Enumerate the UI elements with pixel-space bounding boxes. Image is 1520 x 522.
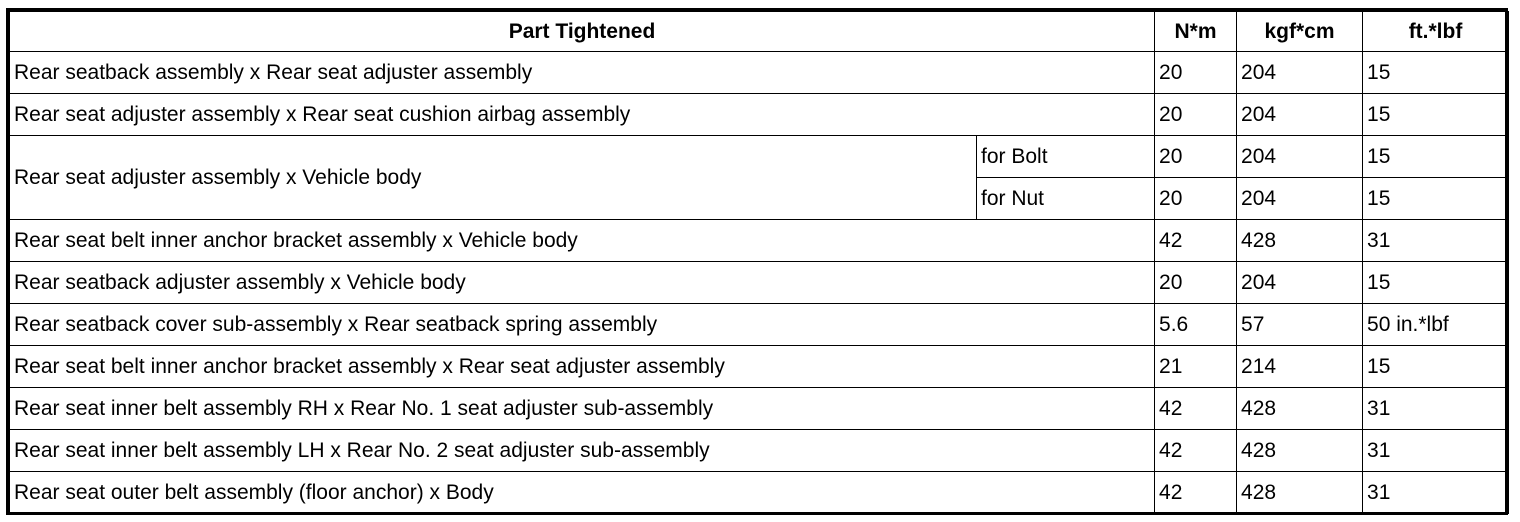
table-row bbox=[10, 388, 1509, 430]
ft-cell: 15 bbox=[1363, 136, 1509, 178]
sub-label-cell: for Bolt bbox=[977, 136, 1155, 178]
nm-cell: 20 bbox=[1155, 178, 1237, 220]
table-row bbox=[10, 262, 1509, 304]
kgf-cell: 204 bbox=[1237, 262, 1363, 304]
torque-table-frame bbox=[6, 8, 1508, 515]
header-ft-lbf: ft.*lbf bbox=[1363, 12, 1509, 52]
kgf-cell: 214 bbox=[1237, 346, 1363, 388]
sub-label-cell: for Nut bbox=[977, 178, 1155, 220]
table-row bbox=[10, 304, 1509, 346]
ft-cell: 31 bbox=[1363, 472, 1509, 514]
kgf-cell: 204 bbox=[1237, 52, 1363, 94]
ft-cell: 31 bbox=[1363, 388, 1509, 430]
part-cell: Rear seat belt inner anchor bracket assembly x Vehicle body bbox=[10, 220, 1155, 262]
part-cell: Rear seat adjuster assembly x Vehicle body bbox=[10, 136, 977, 220]
nm-cell: 20 bbox=[1155, 52, 1237, 94]
header-kgf-cm: kgf*cm bbox=[1237, 12, 1363, 52]
header-nm: N*m bbox=[1155, 12, 1237, 52]
header-part-tightened: Part Tightened bbox=[10, 12, 1155, 52]
nm-cell: 20 bbox=[1155, 136, 1237, 178]
part-cell: Rear seat inner belt assembly RH x Rear No. 1 seat adjuster sub-assembly bbox=[10, 388, 1155, 430]
kgf-cell: 204 bbox=[1237, 136, 1363, 178]
table-row bbox=[10, 430, 1509, 472]
ft-cell: 15 bbox=[1363, 262, 1509, 304]
kgf-cell: 428 bbox=[1237, 388, 1363, 430]
ft-cell: 50 in.*lbf bbox=[1363, 304, 1509, 346]
part-cell: Rear seat belt inner anchor bracket assembly x Rear seat adjuster assembly bbox=[10, 346, 1155, 388]
ft-cell: 15 bbox=[1363, 52, 1509, 94]
kgf-cell: 428 bbox=[1237, 430, 1363, 472]
nm-cell: 21 bbox=[1155, 346, 1237, 388]
ft-cell: 15 bbox=[1363, 94, 1509, 136]
kgf-cell: 428 bbox=[1237, 220, 1363, 262]
part-cell: Rear seat inner belt assembly LH x Rear No. 2 seat adjuster sub-assembly bbox=[10, 430, 1155, 472]
nm-cell: 20 bbox=[1155, 94, 1237, 136]
part-cell: Rear seatback cover sub-assembly x Rear seatback spring assembly bbox=[10, 304, 1155, 346]
torque-specification-table bbox=[9, 11, 1509, 514]
table-row bbox=[10, 472, 1509, 514]
kgf-cell: 204 bbox=[1237, 178, 1363, 220]
part-cell: Rear seatback adjuster assembly x Vehicle body bbox=[10, 262, 1155, 304]
nm-cell: 5.6 bbox=[1155, 304, 1237, 346]
kgf-cell: 204 bbox=[1237, 94, 1363, 136]
table-row bbox=[10, 346, 1509, 388]
part-cell: Rear seat adjuster assembly x Rear seat cushion airbag assembly bbox=[10, 94, 1155, 136]
kgf-cell: 428 bbox=[1237, 472, 1363, 514]
kgf-cell: 57 bbox=[1237, 304, 1363, 346]
nm-cell: 42 bbox=[1155, 220, 1237, 262]
ft-cell: 15 bbox=[1363, 178, 1509, 220]
nm-cell: 20 bbox=[1155, 262, 1237, 304]
table-row bbox=[10, 136, 1509, 178]
part-cell: Rear seatback assembly x Rear seat adjuster assembly bbox=[10, 52, 1155, 94]
nm-cell: 42 bbox=[1155, 430, 1237, 472]
ft-cell: 31 bbox=[1363, 430, 1509, 472]
nm-cell: 42 bbox=[1155, 472, 1237, 514]
header-row bbox=[10, 12, 1509, 52]
part-cell: Rear seat outer belt assembly (floor anchor) x Body bbox=[10, 472, 1155, 514]
nm-cell: 42 bbox=[1155, 388, 1237, 430]
ft-cell: 15 bbox=[1363, 346, 1509, 388]
table-row bbox=[10, 94, 1509, 136]
table-row bbox=[10, 220, 1509, 262]
ft-cell: 31 bbox=[1363, 220, 1509, 262]
table-row bbox=[10, 52, 1509, 94]
